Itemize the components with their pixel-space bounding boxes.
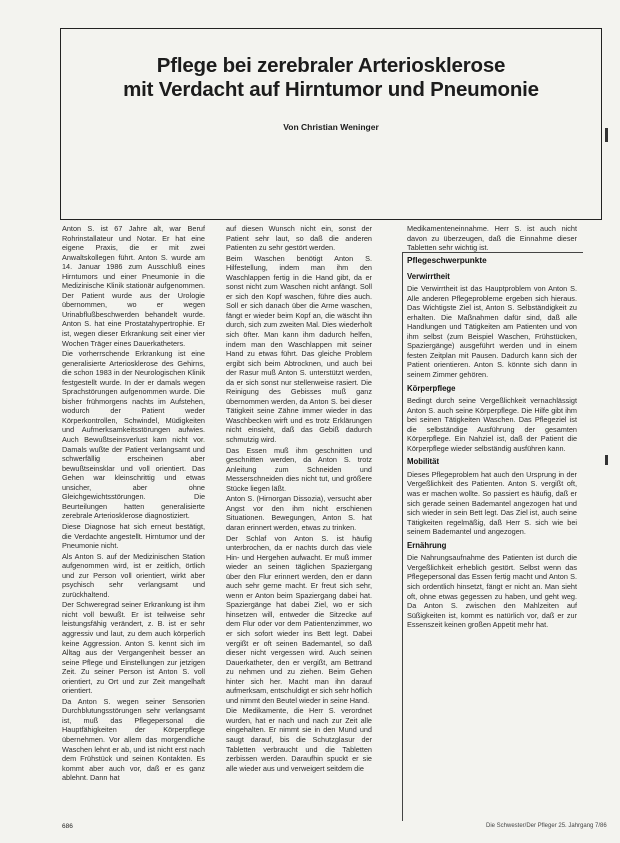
- paragraph: Anton S. (Hirnorgan Dissozia), versucht aber Angst vor den ihm nicht erschienen Situationen. Bewegungen, Anton S. hat daran erinnert werden, etwas zu trinken.: [226, 494, 372, 532]
- journal-footer: Die Schwester/Der Pfleger 25. Jahrgang 7/86: [486, 823, 607, 829]
- section-text: Dieses Pflegeproblem hat auch den Ursprung in der Vergeßlichkeit des Patienten. Anton S. vergißt oft, was er machen wollte. So passiert es häufig, daß er sich gerade seinen Bademantel angezogen hat und sich wieder in sein Bett legt. Das Ziel ist, auch seine Tätigkeiten regelmäßig, daß Herr S. sich wie bei seinem Bademantel und angezogen.: [407, 469, 577, 537]
- sidebar-care-focus: [407, 256, 577, 816]
- article-title-line-1: Pflege bei zerebraler Arteriosklerose: [156, 54, 506, 77]
- section-title: Mobilität: [407, 457, 440, 467]
- paragraph: Beim Waschen benötigt Anton S. Hilfestellung, indem man ihm den Waschlappen fertig in die Hand gibt, da er sonst nicht zum Waschen nicht anfängt. Soll er sich den Kopf waschen, führe dies auch. Soll er sich danach über die Arme waschen, fängt er wieder beim Kopf an, die wäscht ihn durch, sich zum zweiten Mal. Dies wiederholt sich öfter. Man kann ihm dadurch helfen, indem man den Waschlappen mit seiner Hand zu etwas führt. Das gleiche Problem ergibt sich beim Abtrocknen, und auch bei der Rasur muß Anton S. unterstützt werden, da er sich sonst nur stellenweise rasiert. Die Reinigung des Gebisses muß ganz übernommen werden, da Anton S. bei dieser Tätigkeit seine Zähne immer wieder in das Waschbecken wirft und es trotz Erklärungen nicht einsieht, daß das Gebiß dadurch schmutzig wird.: [226, 253, 372, 445]
- page-number: 686: [62, 823, 73, 830]
- sidebar-heading: Pflegeschwerpunkte: [407, 256, 487, 265]
- paragraph: Die vorherrschende Erkrankung ist eine generalisierte Arteriosklerose des Gehirns, die schon 1983 in der Neurologischen Klinik festgestellt wurde. In der er damals wegen Sprachstörungen aufgenommen wurde. Die bisher frühmorgens nachts im Aufstehen, wodurch der Patient weder Körperkontrollen, Schwindel, Müdigkeiten und Aufmerksamkeitsstörungen aufwies. Auch Bewußtseinsverlust kam nicht vor. Damals wußte der Patient verlangsamt und schwerfällig erscheinen aber bewußtseinsklar und voll orientiert. Das Gehen war kleinschrittig und etwas unsicher, aber ohne Gleichgewichtsstörungen. Die Beurteilungen hatten generalisierte zerebrale Arteriosklerose diagnostiziert.: [62, 349, 205, 521]
- paragraph: Diese Diagnose hat sich erneut bestätigt, die Verdachte angestellt. Hirntumor und der Pneumonie nicht.: [62, 521, 205, 551]
- section-title: Verwirrtheit: [407, 271, 450, 281]
- margin-mark: [605, 455, 608, 465]
- paragraph: Da Anton S. wegen seiner Sensorien Durchblutungsstörungen sehr verlangsamt ist, muß das Pflegepersonal die Hauptfähigkeiten der Körperpflege übernehmen. Vor allem das morgendliche Waschen lehnt er ab, und ist nicht erst nach dem Frühstück und seinen Kontakten. Es kommt aber auch vor, daß er es ganz ablehnt. Dann hat: [62, 696, 205, 783]
- section-text: Bedingt durch seine Vergeßlichkeit vernachlässigt Anton S. auch seine Körperpflege. Die Hilfe gibt ihm bei seinen Tätigkeiten Waschen. Das Pflegeziel ist die selbständige Ausführung der gesamten Körperpflege. Ein Nahziel ist, daß der Patient die Körperpflege wieder selbständig ausführen kann.: [407, 396, 577, 453]
- section-title: Körperpflege: [407, 383, 456, 393]
- section-text: Die Nahrungsaufnahme des Patienten ist durch die Vergeßlichkeit erheblich gestört. Selbst wenn das Pflegepersonal das Essen fertig macht und Anton S. sich ordentlich hinsetzt, fängt er nicht an. Man sieht oft, ohne etwas gegessen zu haben, und geht weg. Da Anton S. zwischen den Mahlzeiten auf Süßigkeiten ist, kommt es natürlich vor, daß er zur Essenszeit keinen großen Appetit mehr hat.: [407, 553, 577, 630]
- paragraph: Der Schweregrad seiner Erkrankung ist ihm nicht voll bewußt. Er ist teilweise sehr leistungsfähig verändert, z. B. ist er sehr aggressiv und laut, zu dem auch körperlich keine Aggression. Anton S. kennt sich im Alltag aus der Vergangenheit besser an seine Pflege und Einstellungen zur jetzigen Zeit. Zu seiner Person ist Anton S. voll orientiert, zu Ort und zur Zeit mangelhaft orientiert.: [62, 600, 205, 696]
- title-frame: [60, 28, 602, 220]
- paragraph: Die Medikamente, die Herr S. verordnet wurden, hat er nach und nach zur Zeit alle eingehalten. Er nimmt sie in den Mund und saugt darauf, bis die Schutzglasur der Tabletten verbraucht und die Tabletten zerbissen werden. Daraufhin spuckt er sie alle wieder aus und verweigert seitdem die: [226, 706, 372, 773]
- paragraph: Der Schlaf von Anton S. ist häufig unterbrochen, da er nachts durch das viele Hin- und Hergehen aufwacht. Er muß immer wieder an seinen täglichen Spaziergang über den Flur erinnert werden, den er dann auch sehr gerne macht. Er freut sich sehr, wenn er Anton beim Spaziergang dabei hat. Spaziergänge hat dabei Ziel, wo er sich hinsetzen will, entweder die Sitzecke auf dem Flur oder vor dem Patientenzimmer, wo er sich sofort wieder ins Bett legt. Dabei vergißt er oft seinen Bademantel, so daß dieser nicht vergessen wird. Auch seinen Dauerkatheter, den er vergißt, am Bettrand zu nehmen und zu ziehen. Beim Gehen hinter sich her. Macht man ihn darauf aufmerksam, entschuldigt er sich sehr höflich und nimmt den Beutel wieder in seine Hand.: [226, 533, 372, 705]
- paragraph: Medikamenteneinnahme. Herr S. ist auch nicht davon zu überzeugen, daß die Einnahme dieser Tabletten sehr wichtig ist.: [407, 224, 577, 253]
- paragraph: Anton S. ist 67 Jahre alt, war Beruf Rohrinstallateur und Notar. Er hat eine eigene Praxis, die er mit zwei Anwaltskollegen führt. Anton S. wurde am 14. Januar 1986 zum Ausschluß eines Hirntumors und einer Pneumonie in die Medizinische Klinik stationär aufgenommen. Der Patient wurde aus der Urologie übernommen, wo er wegen Urinabflußbeschwerden behandelt wurde. Anton S. hat eine Prostatahypertrophie. Er ist, wegen dieser Erkrankung seit einer vier Wochen Träger eines Dauerkatheters.: [62, 224, 205, 348]
- body-column-2: [226, 224, 372, 824]
- body-column-1: [62, 224, 205, 824]
- paragraph: auf diesen Wunsch nicht ein, sonst der Patient sehr laut, so daß die anderen Patienten zu sehr gestört werden.: [226, 224, 372, 253]
- margin-mark: [605, 128, 608, 142]
- section-title: Ernährung: [407, 540, 447, 550]
- article-author: Von Christian Weninger: [283, 122, 379, 132]
- paragraph: Das Essen muß ihm geschnitten und geschnitten werden, da Anton S. trotz Anleitung zum Schneiden und Messerschneiden dies nicht tut, und größere Stücke liegen läßt.: [226, 445, 372, 493]
- article-title-line-2: mit Verdacht auf Hirntumor und Pneumonie: [123, 78, 539, 101]
- section-text: Die Verwirrtheit ist das Hauptproblem von Anton S. Alle anderen Pflegeprobleme ergeben sich hieraus. Das Wichtigste Ziel ist, Anton S. Selbständigkeit zu erhalten. Die Maßnahmen dafür sind, daß alle Handlungen und Tätigkeiten am Patienten und von ihm selbst (zum Beispiel Waschen, Frühstücken, Spaziergänge) ausgeführt werden und in einem festen Zeitplan mit Pausen. Dadurch kann sich der Patient orientieren. Anton S. könnte sich dann in seinem Zimmer gehören.: [407, 284, 577, 380]
- paragraph: Als Anton S. auf der Medizinischen Station aufgenommen wird, ist er zeitlich, örtlich und zur Person voll orientiert, wirkt aber psychisch sehr verlangsamt und zurückhaltend.: [62, 551, 205, 599]
- body-column-3-top: [407, 224, 577, 253]
